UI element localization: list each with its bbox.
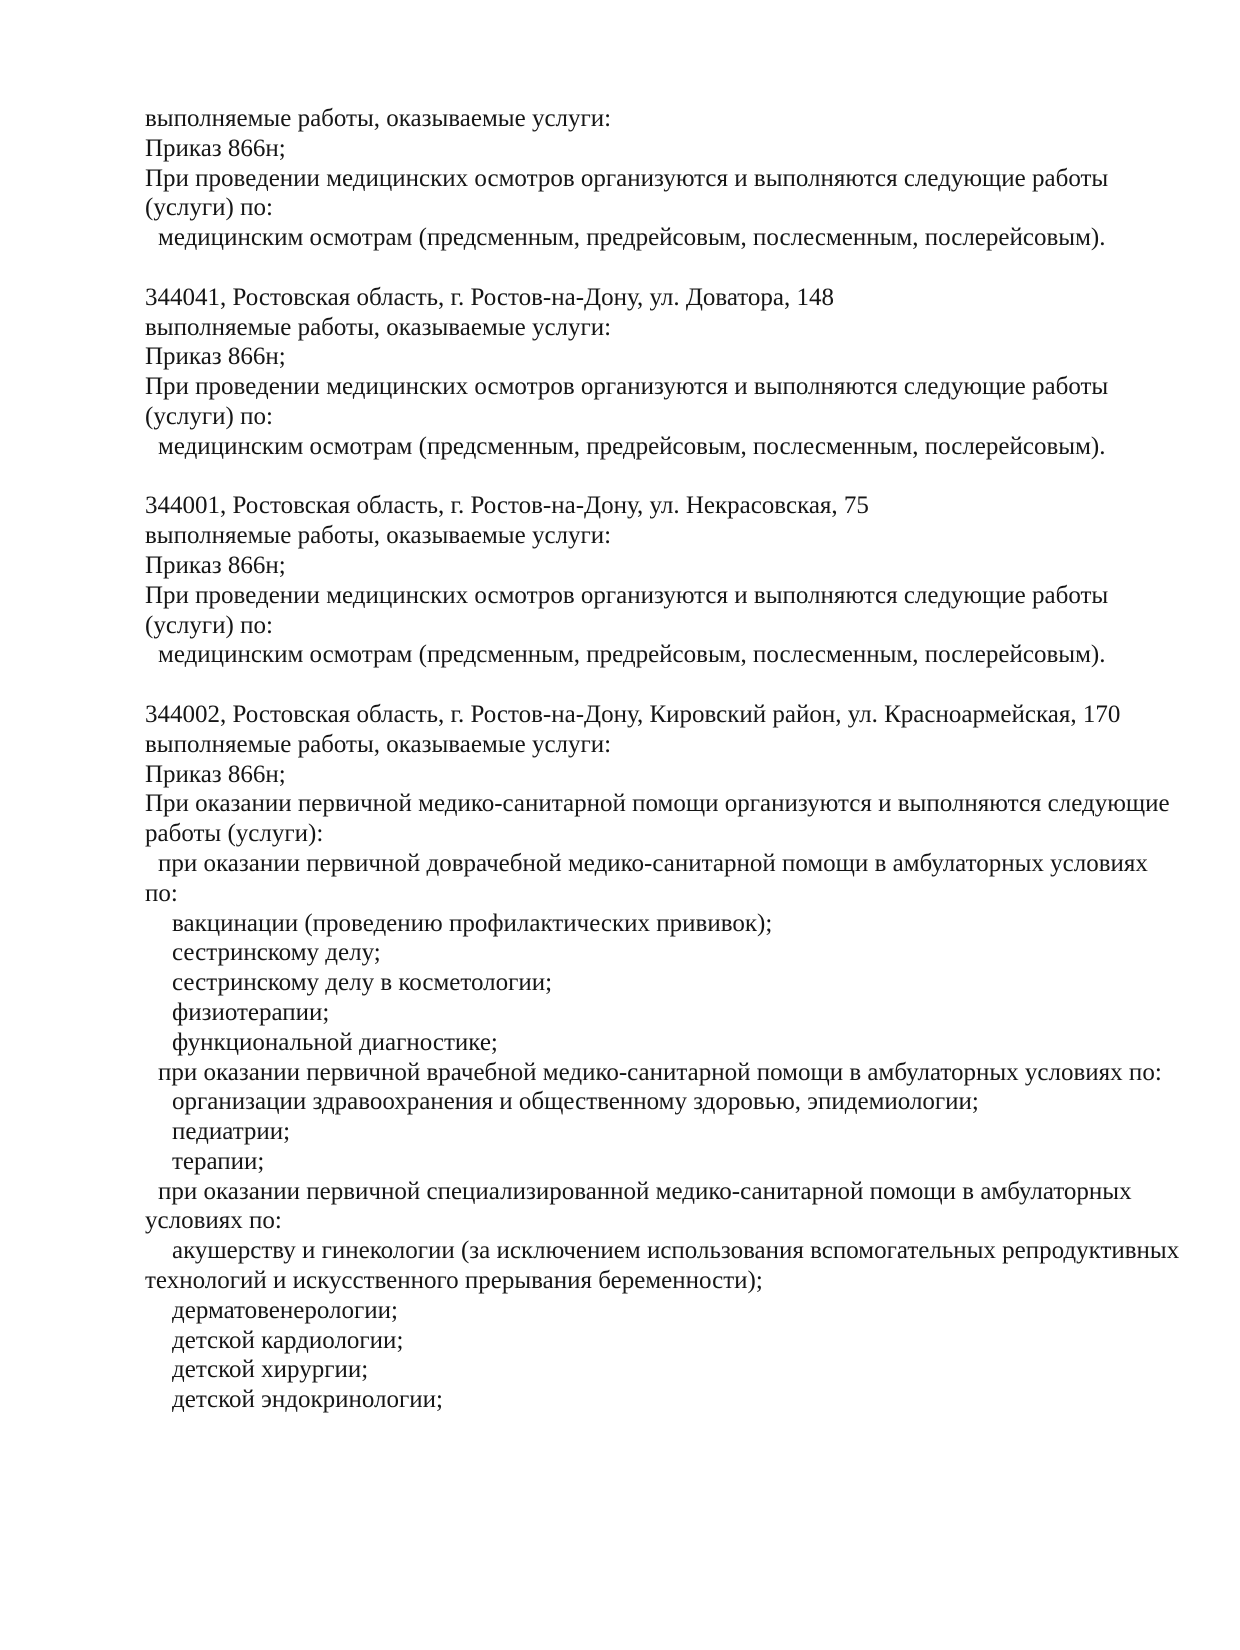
text-line: Приказ 866н; xyxy=(145,134,286,162)
text-line: медицинским осмотрам (предсменным, предрейсовым, послесменным, послерейсовым). xyxy=(158,432,1106,460)
text-line: функциональной диагностике; xyxy=(172,1028,498,1056)
text-line: физиотерапии; xyxy=(172,998,330,1026)
text-line: При проведении медицинских осмотров организуются и выполняются следующие работы xyxy=(145,581,1109,609)
text-line: выполняемые работы, оказываемые услуги: xyxy=(145,730,612,758)
text-line: педиатрии; xyxy=(172,1118,291,1146)
text-line: выполняемые работы, оказываемые услуги: xyxy=(145,522,612,550)
text-line: условиях по: xyxy=(145,1207,282,1235)
text-line: (услуги) по: xyxy=(145,402,273,430)
text-line: медицинским осмотрам (предсменным, предрейсовым, послесменным, послерейсовым). xyxy=(158,641,1106,669)
license-section-344001 xyxy=(0,491,1240,670)
text-line: дерматовенерологии; xyxy=(172,1296,398,1324)
address-line: 344002, Ростовская область, г. Ростов-на-Дону, Кировский район, ул. Красноармейская, 170 xyxy=(145,700,1121,728)
text-line: детской хирургии; xyxy=(172,1356,369,1384)
license-section-continuation xyxy=(0,104,1240,253)
text-line: Приказ 866н; xyxy=(145,343,286,371)
text-line: при оказании первичной специализированной медико-санитарной помощи в амбулаторных xyxy=(158,1177,1132,1205)
text-line: Приказ 866н; xyxy=(145,551,286,579)
text-line: детской эндокринологии; xyxy=(172,1386,443,1414)
text-line: При проведении медицинских осмотров организуются и выполняются следующие работы xyxy=(145,164,1109,192)
text-line: (услуги) по: xyxy=(145,194,273,222)
text-line: вакцинации (проведению профилактических прививок); xyxy=(172,909,773,937)
text-line: сестринскому делу; xyxy=(172,939,381,967)
text-line: технологий и искусственного прерывания беременности); xyxy=(145,1267,763,1295)
text-line: при оказании первичной врачебной медико-санитарной помощи в амбулаторных условиях по: xyxy=(158,1058,1162,1086)
text-line: детской кардиологии; xyxy=(172,1326,404,1354)
text-line: при оказании первичной доврачебной медико-санитарной помощи в амбулаторных условиях xyxy=(158,849,1148,877)
text-line: организации здравоохранения и общественному здоровью, эпидемиологии; xyxy=(172,1088,979,1116)
text-line: терапии; xyxy=(172,1147,265,1175)
address-line: 344041, Ростовская область, г. Ростов-на-Дону, ул. Доватора, 148 xyxy=(145,283,834,311)
text-line: по: xyxy=(145,879,178,907)
license-text-content xyxy=(0,104,1240,1415)
text-line: При проведении медицинских осмотров организуются и выполняются следующие работы xyxy=(145,373,1109,401)
address-line: 344001, Ростовская область, г. Ростов-на-Дону, ул. Некрасовская, 75 xyxy=(145,492,869,520)
license-section-344002 xyxy=(0,700,1240,1415)
text-line: При оказании первичной медико-санитарной помощи организуются и выполняются следующие xyxy=(145,790,1170,818)
text-line: работы (услуги): xyxy=(145,820,324,848)
text-line: выполняемые работы, оказываемые услуги: xyxy=(145,313,612,341)
text-line: Приказ 866н; xyxy=(145,760,286,788)
text-line: выполняемые работы, оказываемые услуги: xyxy=(145,105,612,132)
text-line: медицинским осмотрам (предсменным, предрейсовым, послесменным, послерейсовым). xyxy=(158,224,1106,252)
text-line: сестринскому делу в косметологии; xyxy=(172,969,553,997)
text-line: (услуги) по: xyxy=(145,611,273,639)
text-line: акушерству и гинекологии (за исключением использования вспомогательных репродуктивных xyxy=(172,1237,1180,1265)
license-section-344041 xyxy=(0,283,1240,462)
